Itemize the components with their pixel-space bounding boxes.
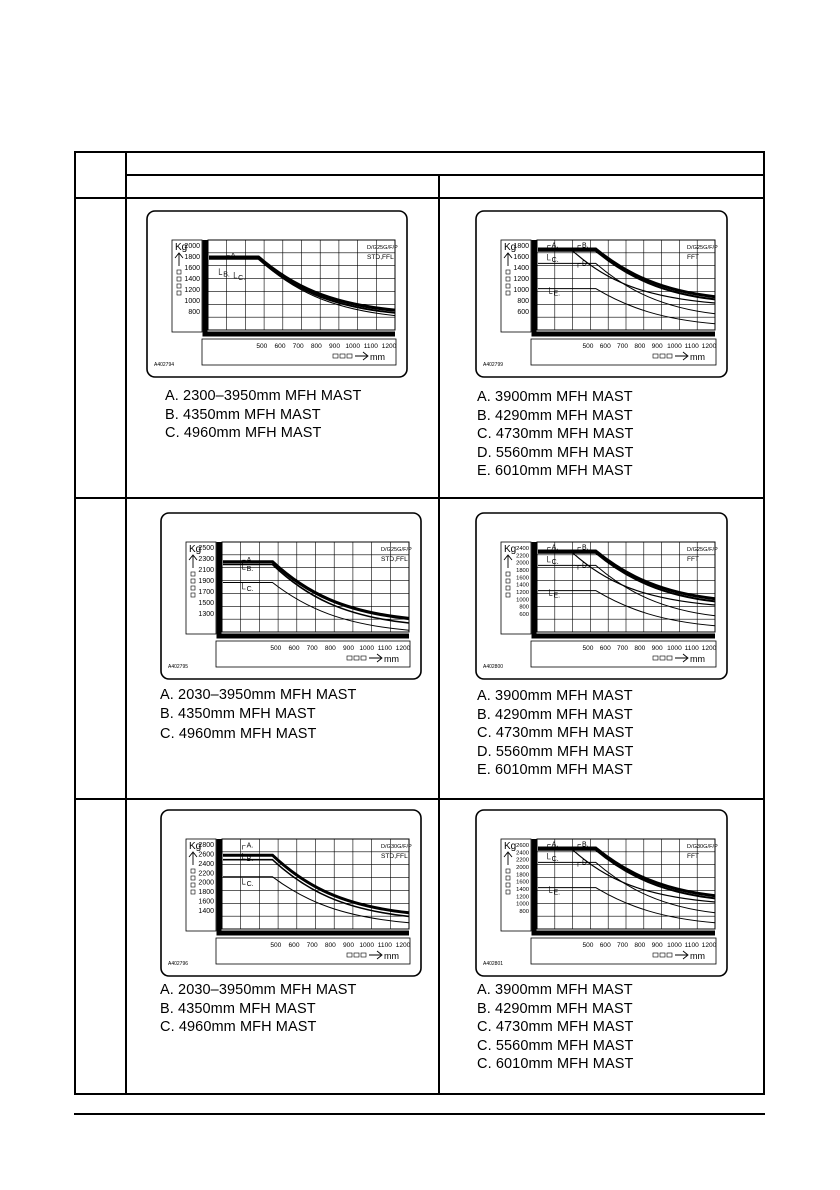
legend-item: D. 5560mm MFH MAST: [477, 444, 634, 461]
x-tick-label: 500: [582, 942, 594, 949]
figure-code: A402799: [483, 362, 504, 368]
x-tick-label: 1100: [363, 343, 378, 350]
y-tick-label: 1300: [198, 611, 214, 618]
curve-label: D.: [581, 562, 589, 570]
y-tick-label: 1400: [516, 887, 529, 893]
x-tick-label: 900: [651, 645, 663, 652]
x-tick-label: 600: [288, 942, 300, 949]
x-tick-label: 1000: [667, 942, 682, 949]
y-unit-label: Kg: [189, 841, 202, 852]
table-divider: [75, 798, 764, 800]
figure-code: A402801: [483, 961, 504, 967]
y-tick-label: 1800: [513, 243, 529, 250]
x-tick-label: 1200: [395, 942, 411, 949]
load-chart-panel: [475, 512, 728, 685]
x-tick-label: 900: [651, 343, 663, 350]
y-tick-label: 2000: [516, 560, 529, 567]
y-tick-label: 1600: [516, 575, 529, 582]
y-unit-label: Kg: [189, 544, 202, 555]
type-label: FFT: [687, 853, 700, 860]
x-tick-label: 1100: [684, 645, 699, 652]
load-chart: [475, 512, 728, 680]
x-tick-label: 1000: [359, 942, 375, 949]
table-divider: [125, 152, 127, 1094]
x-tick-label: 500: [582, 343, 594, 350]
x-tick-label: 800: [634, 343, 646, 350]
legend-item: C. 4730mm MFH MAST: [477, 426, 634, 443]
y-tick-label: 800: [517, 298, 529, 305]
spec-label: D/G25G/F/P: [687, 547, 718, 553]
y-tick-label: 600: [519, 612, 529, 618]
mast-legend: [160, 686, 357, 744]
curve-label: C.: [238, 275, 246, 282]
x-unit-label: mm: [384, 654, 399, 664]
load-chart-panel: [475, 809, 728, 982]
footer-rule: [74, 1113, 765, 1115]
load-chart: [475, 210, 728, 378]
y-tick-label: 1800: [184, 254, 200, 261]
y-tick-label: 1200: [184, 287, 200, 294]
curve-label: B.: [246, 856, 254, 863]
y-tick-label: 1800: [198, 889, 214, 897]
legend-item: A. 3900mm MFH MAST: [477, 389, 633, 405]
legend-item: A. 3900mm MFH MAST: [477, 982, 633, 998]
x-tick-label: 1200: [381, 343, 397, 350]
x-tick-label: 1100: [377, 942, 392, 949]
legend-item: C. 4730mm MFH MAST: [477, 725, 634, 742]
curve-label: A.: [230, 252, 238, 260]
curve-label: B.: [581, 841, 589, 849]
y-tick-label: 800: [519, 909, 529, 915]
curve-label: A.: [551, 841, 559, 849]
curve-label: C.: [551, 559, 559, 566]
load-chart-panel: [160, 809, 422, 982]
x-tick-label: 700: [306, 645, 318, 652]
y-tick-label: 1400: [184, 276, 200, 283]
y-tick-label: 1800: [516, 872, 529, 879]
spec-label: D/G25G/F/P: [687, 245, 718, 251]
y-tick-label: 1000: [184, 298, 200, 305]
y-tick-label: 1600: [184, 265, 200, 272]
x-tick-label: 500: [582, 645, 594, 652]
y-tick-label: 2000: [184, 243, 200, 250]
curve-label: A.: [246, 557, 254, 565]
table-divider: [75, 197, 764, 199]
x-tick-label: 700: [306, 942, 318, 949]
mast-legend: [477, 981, 634, 1074]
y-tick-label: 1800: [516, 568, 529, 574]
x-tick-label: 500: [256, 343, 268, 350]
legend-item: C. 4960mm MFH MAST: [160, 1019, 317, 1036]
y-tick-label: 1200: [516, 894, 529, 901]
legend-item: A. 3900mm MFH MAST: [477, 688, 633, 704]
y-tick-label: 800: [188, 309, 200, 316]
legend-item: A. 2030–3950mm MFH MAST: [160, 982, 357, 998]
x-tick-label: 1000: [345, 343, 361, 350]
y-tick-label: 1900: [198, 578, 214, 585]
spec-label: D/G30G/F/P: [381, 844, 412, 850]
y-tick-label: 2600: [516, 843, 529, 849]
x-unit-label: mm: [690, 352, 705, 362]
x-tick-label: 1200: [701, 343, 717, 350]
legend-item: B. 4290mm MFH MAST: [477, 706, 633, 723]
x-tick-label: 900: [342, 942, 355, 949]
type-label: STD,FFL: [367, 254, 394, 261]
curve-label: B.: [246, 566, 254, 574]
legend-item: E. 6010mm MFH MAST: [477, 463, 633, 480]
legend-item: A. 2300–3950mm MFH MAST: [165, 388, 362, 404]
y-unit-label: Kg: [504, 242, 517, 253]
legend-item: B. 4290mm MFH MAST: [477, 1000, 633, 1017]
legend-item: C. 5560mm MFH MAST: [477, 1037, 634, 1054]
curve-label: E.: [553, 592, 561, 600]
x-tick-label: 600: [274, 343, 286, 350]
y-tick-label: 1700: [198, 589, 214, 596]
legend-item: A. 2030–3950mm MFH MAST: [160, 687, 357, 703]
y-tick-label: 2000: [198, 879, 214, 887]
x-tick-label: 700: [292, 343, 304, 350]
x-tick-label: 800: [634, 645, 646, 652]
load-chart-panel: [475, 210, 728, 383]
y-tick-label: 1400: [516, 582, 529, 589]
y-tick-label: 2600: [198, 851, 214, 859]
curve-label: E.: [553, 889, 561, 897]
x-unit-label: mm: [370, 352, 385, 362]
legend-item: E. 6010mm MFH MAST: [477, 762, 633, 779]
curve-label: B.: [581, 544, 589, 552]
legend-item: C. 4960mm MFH MAST: [165, 425, 322, 442]
legend-item: C. 4730mm MFH MAST: [477, 1019, 634, 1036]
legend-item: B. 4350mm MFH MAST: [160, 1000, 316, 1017]
x-tick-label: 1000: [359, 645, 375, 652]
y-tick-label: 1200: [516, 590, 529, 596]
curve-label: C.: [246, 586, 254, 593]
y-tick-label: 2100: [198, 567, 214, 574]
y-unit-label: Kg: [504, 544, 517, 555]
x-unit-label: mm: [384, 951, 399, 961]
legend-item: B. 4350mm MFH MAST: [160, 705, 316, 722]
load-chart: [475, 809, 728, 977]
y-tick-label: 600: [517, 309, 529, 316]
y-tick-label: 800: [519, 604, 529, 611]
figure-code: A402794: [154, 362, 175, 368]
spec-label: D/G25G/F/P: [381, 547, 412, 553]
mast-legend: [477, 388, 634, 481]
y-tick-label: 2400: [516, 850, 529, 857]
curve-label: A.: [551, 242, 559, 250]
x-tick-label: 1200: [701, 645, 717, 652]
type-label: STD,FFL: [381, 556, 408, 563]
x-tick-label: 600: [288, 645, 300, 652]
x-tick-label: 1200: [395, 645, 411, 652]
load-chart: [160, 809, 422, 977]
curve-label: E.: [553, 290, 561, 298]
figure-code: A402796: [168, 961, 189, 967]
x-tick-label: 600: [599, 343, 611, 350]
legend-item: C. 6010mm MFH MAST: [477, 1056, 634, 1073]
type-label: STD,FFL: [381, 853, 408, 860]
spec-label: D/G25G/F/P: [367, 245, 398, 251]
curve-label: B.: [223, 271, 230, 279]
x-tick-label: 1100: [377, 645, 392, 652]
curve-label: C.: [551, 856, 559, 863]
x-unit-label: mm: [690, 654, 705, 664]
mast-legend: [477, 687, 634, 780]
y-tick-label: 1600: [513, 254, 529, 261]
y-tick-label: 2400: [516, 546, 529, 552]
x-tick-label: 900: [651, 942, 663, 949]
x-tick-label: 900: [342, 645, 355, 652]
x-tick-label: 700: [617, 645, 629, 652]
curve-label: B.: [581, 242, 589, 250]
x-tick-label: 1200: [701, 942, 717, 949]
legend-item: C. 4960mm MFH MAST: [160, 726, 317, 743]
x-tick-label: 500: [270, 645, 282, 652]
x-tick-label: 1100: [684, 942, 699, 949]
curve-label: C.: [246, 881, 254, 889]
y-tick-label: 2200: [516, 553, 529, 560]
x-tick-label: 600: [599, 645, 611, 652]
y-tick-label: 1400: [513, 265, 529, 272]
x-tick-label: 600: [599, 942, 611, 949]
x-tick-label: 700: [617, 942, 629, 949]
y-tick-label: 1600: [198, 898, 214, 906]
y-tick-label: 2400: [198, 860, 214, 868]
legend-item: B. 4350mm MFH MAST: [165, 406, 321, 423]
table-divider: [75, 497, 764, 499]
mast-legend: [165, 387, 362, 443]
x-tick-label: 1000: [667, 343, 682, 350]
y-tick-label: 1000: [516, 901, 529, 908]
x-tick-label: 1100: [684, 343, 699, 350]
x-tick-label: 900: [328, 343, 341, 350]
curve-label: A.: [246, 842, 254, 850]
load-chart-panel: [160, 512, 422, 685]
curve-label: A.: [551, 544, 559, 552]
y-tick-label: 2000: [516, 865, 529, 871]
x-tick-label: 800: [634, 942, 646, 949]
x-tick-label: 800: [310, 343, 322, 350]
x-tick-label: 500: [270, 942, 282, 949]
spec-label: D/G30G/F/P: [687, 844, 718, 850]
y-tick-label: 1200: [513, 276, 529, 283]
y-tick-label: 2800: [198, 842, 214, 849]
figure-code: A402800: [483, 664, 504, 670]
y-tick-label: 2200: [198, 870, 214, 878]
y-tick-label: 2200: [516, 857, 529, 864]
type-label: FFT: [687, 254, 700, 261]
y-tick-label: 1000: [513, 287, 529, 294]
type-label: FFT: [687, 556, 700, 563]
x-tick-label: 1000: [667, 645, 682, 652]
y-tick-label: 1500: [198, 600, 214, 607]
x-tick-label: 800: [324, 645, 336, 652]
y-unit-label: Kg: [175, 242, 188, 253]
mast-legend: [160, 981, 357, 1037]
legend-item: D. 5560mm MFH MAST: [477, 743, 634, 760]
x-tick-label: 800: [324, 942, 336, 949]
y-tick-label: 1000: [516, 597, 529, 604]
load-chart: [160, 512, 422, 680]
curve-label: D.: [581, 859, 589, 867]
table-divider: [438, 174, 440, 1094]
x-tick-label: 700: [617, 343, 629, 350]
y-tick-label: 1600: [516, 879, 529, 886]
load-chart-panel: [146, 210, 408, 383]
y-unit-label: Kg: [504, 841, 517, 852]
figure-code: A402795: [168, 664, 189, 670]
y-tick-label: 1400: [198, 908, 214, 915]
y-tick-label: 2500: [198, 545, 214, 552]
y-tick-label: 2300: [198, 556, 214, 563]
curve-label: C.: [551, 257, 559, 264]
legend-item: B. 4290mm MFH MAST: [477, 407, 633, 424]
curve-label: D.: [581, 260, 589, 268]
table-divider: [125, 174, 764, 176]
load-chart: [146, 210, 408, 378]
x-unit-label: mm: [690, 951, 705, 961]
